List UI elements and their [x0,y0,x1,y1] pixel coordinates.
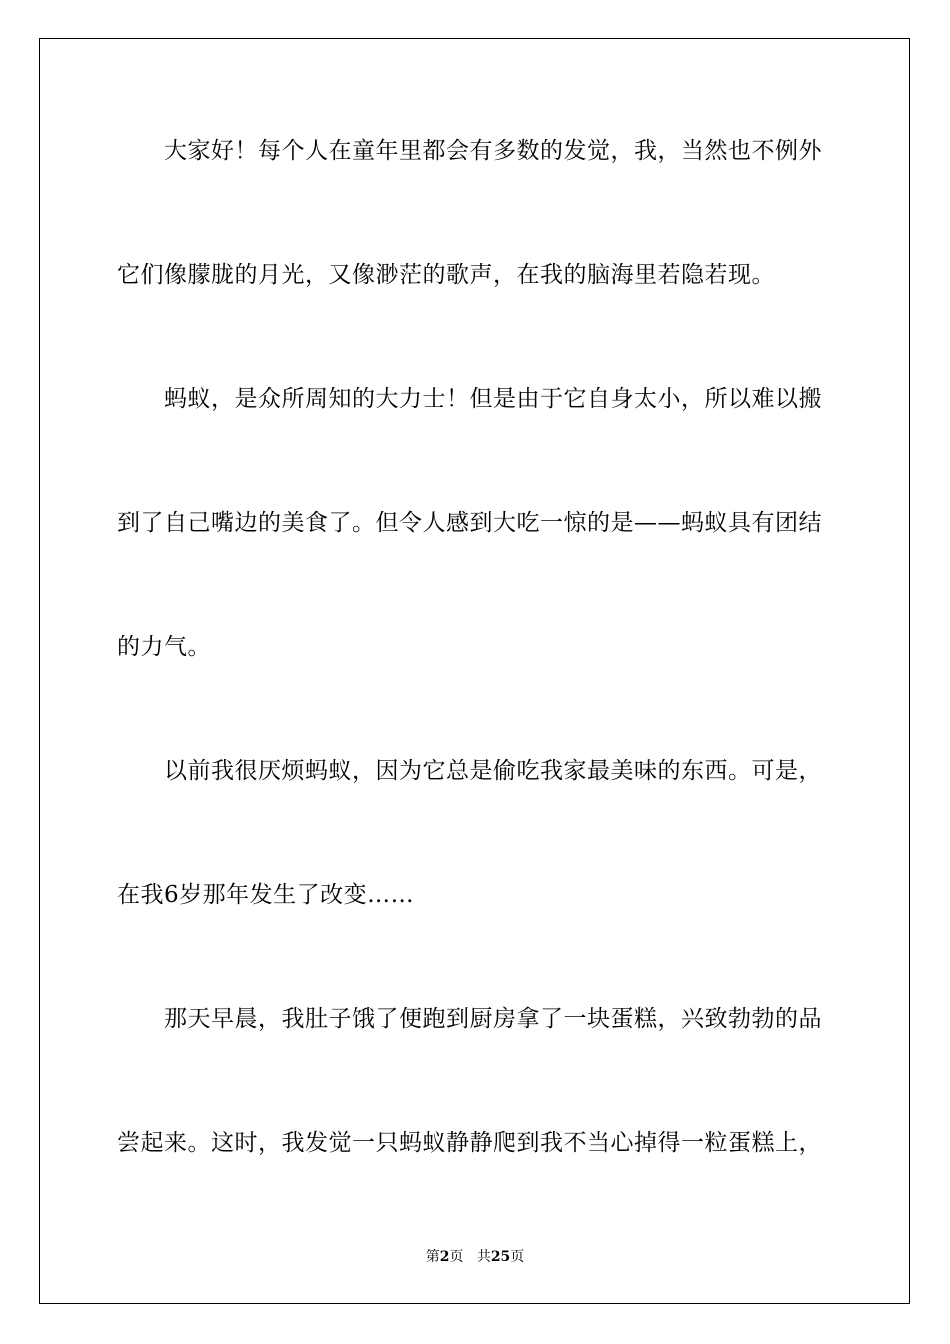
paragraph-2-line-3: 的力气。 [117,634,211,660]
paragraph-4-line-1: 那天早晨，我肚子饿了便跑到厨房拿了一块蛋糕，兴致勃勃的品 [164,1006,822,1032]
page-footer [0,1248,950,1266]
page-border [39,38,910,1304]
paragraph-3-line-2: 在我6岁那年发生了改变…… [117,882,415,908]
paragraph-1-line-2: 它们像朦胧的月光，又像渺茫的歌声，在我的脑海里若隐若现。 [117,262,775,288]
paragraph-1-line-1: 大家好！每个人在童年里都会有多数的发觉，我，当然也不例外 [164,138,822,164]
paragraph-3-line-1: 以前我很厌烦蚂蚁，因为它总是偷吃我家最美味的东西。可是， [164,758,822,784]
paragraph-2-line-1: 蚂蚁，是众所周知的大力士！但是由于它自身太小，所以难以搬 [164,386,822,412]
paragraph-4-line-2: 尝起来。这时，我发觉一只蚂蚁静静爬到我不当心掉得一粒蛋糕上， [117,1130,822,1156]
footer-total-suffix: 页 [510,1249,525,1265]
footer-page-suffix: 页 [449,1249,464,1265]
total-pages-number: 25 [490,1249,511,1265]
footer-prefix: 第 [425,1249,440,1265]
paragraph-2-line-2: 到了自己嘴边的美食了。但令人感到大吃一惊的是——蚂蚁具有团结 [117,510,822,536]
footer-total-prefix: 共 [476,1249,491,1265]
current-page-number: 2 [439,1249,450,1265]
